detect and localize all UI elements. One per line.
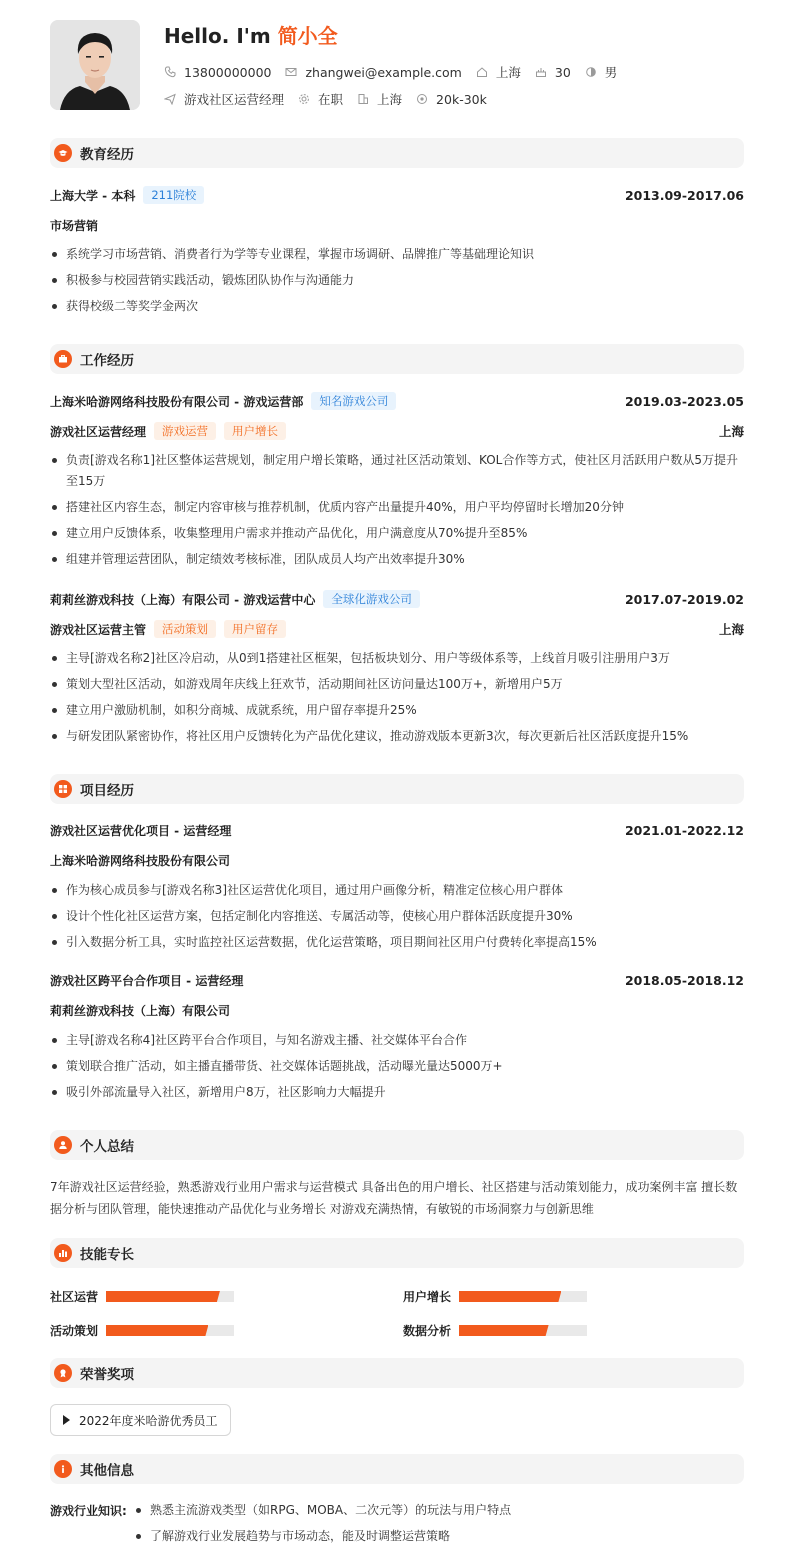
email-value: zhangwei@example.com [305, 64, 462, 80]
list-item: 熟悉主流游戏类型（如RPG、MOBA、二次元等）的玩法与用户特点 [134, 1500, 734, 1521]
contact-row [164, 63, 631, 81]
gender-item [585, 63, 618, 81]
section-awards [50, 1358, 744, 1388]
company-tag: 全球化游戏公司 [323, 590, 420, 608]
user-icon [54, 1136, 72, 1154]
skill-bar [459, 1325, 587, 1336]
list-item: 建立用户激励机制，如积分商城、成就系统，用户留存率提升25% [50, 700, 744, 721]
avatar [50, 20, 140, 110]
city-value: 上海 [495, 65, 521, 80]
job-role-row [50, 620, 744, 638]
skill-fill [459, 1325, 549, 1336]
skill-item [403, 1322, 587, 1339]
list-item: 设计个性化社区运营方案，包括定制化内容推送、专属活动等，使核心用户群体活跃度提升30% [50, 906, 744, 927]
company-name: 莉莉丝游戏科技（上海）有限公司 - 游戏运营中心 [50, 592, 316, 607]
home-icon [476, 66, 488, 78]
status-value: 在职 [318, 92, 344, 107]
list-item: 作为核心成员参与[游戏名称3]社区运营优化项目，通过用户画像分析，精准定位核心用户群体 [50, 880, 744, 901]
job-location: 上海 [718, 424, 744, 439]
list-item: 建立用户反馈体系，收集整理用户需求并推动产品优化，用户满意度从70%提升至85% [50, 523, 744, 544]
list-item: 获得校级二等奖学金两次 [50, 296, 744, 317]
project-period: 2018.05-2018.12 [624, 973, 744, 988]
briefcase-icon [54, 350, 72, 368]
company-tag: 知名游戏公司 [311, 392, 396, 410]
section-projects [50, 774, 744, 804]
salary-item [416, 92, 487, 107]
section-title: 荣誉奖项 [80, 1367, 134, 1383]
award-label: 2022年度米哈游优秀员工 [79, 1413, 218, 1428]
job-bullets [50, 450, 744, 575]
role-tag: 活动策划 [154, 620, 216, 638]
list-item: 系统学习市场营销、消费者行为学等专业课程，掌握市场调研、品牌推广等基础理论知识 [50, 244, 744, 265]
job-location: 上海 [718, 622, 744, 637]
list-item: 策划大型社区活动，如游戏周年庆线上狂欢节，活动期间社区访问量达100万+，新增用户5万 [50, 674, 744, 695]
role-tag: 用户留存 [224, 620, 286, 638]
section-work [50, 344, 744, 374]
gender-value: 男 [604, 65, 618, 80]
list-item: 搭建社区内容生态，制定内容审核与推荐机制，优质内容产出量提升40%，用户平均停留时长增加20分钟 [50, 497, 744, 518]
section-title: 项目经历 [80, 783, 134, 799]
greeting-title [164, 20, 338, 49]
school-name: 上海大学 - 本科 [50, 188, 136, 203]
skill-item [50, 1322, 234, 1339]
other-list [134, 1500, 734, 1552]
project-company: 上海米哈游网络科技股份有限公司 [50, 854, 231, 868]
education-major: 市场营销 [50, 219, 99, 233]
project-name: 游戏社区运营优化项目 - 运营经理 [50, 824, 232, 838]
job-period: 2017.07-2019.02 [624, 591, 744, 607]
project-header [50, 822, 744, 839]
section-other [50, 1454, 744, 1484]
list-item: 引入数据分析工具，实时监控社区运营数据，优化运营策略，项目期间社区用户付费转化率提高15% [50, 932, 744, 953]
list-item: 了解游戏行业发展趋势与市场动态，能及时调整运营策略 [134, 1526, 734, 1547]
list-item: 积极参与校园营销实践活动，锻炼团队协作与沟通能力 [50, 270, 744, 291]
school-tag: 211院校 [143, 186, 204, 204]
section-summary [50, 1130, 744, 1160]
info-icon [54, 1460, 72, 1478]
project-period: 2021.01-2022.12 [624, 823, 744, 838]
resume-header [50, 0, 744, 124]
award-item[interactable] [50, 1404, 231, 1436]
resume-page [50, 0, 744, 1543]
skill-fill [459, 1291, 561, 1302]
project-bullets [50, 1030, 744, 1108]
salary-value: 20k-30k [436, 91, 487, 107]
candidate-name: 简小全 [277, 24, 338, 48]
summary-text: 7年游戏社区运营经验，熟悉游戏行业用户需求与运营模式 具备出色的用户增长、社区搭建与活动策划能力，成功案例丰富 擅长数据分析与团队管理，能快速推动产品优化与业务增长 对游戏充满热情，有敏锐的市场洞察力与创新思维 [50, 1180, 738, 1216]
age-item [535, 65, 571, 80]
job-role: 游戏社区运营主管 [50, 622, 147, 637]
job-role-row [50, 422, 744, 440]
list-item: 吸引外部流量导入社区，新增用户8万，社区影响力大幅提升 [50, 1082, 744, 1103]
phone-value: 13800000000 [184, 64, 272, 80]
medal-icon [54, 1364, 72, 1382]
avatar-portrait [50, 20, 140, 110]
job-period: 2019.03-2023.05 [624, 393, 744, 409]
list-item: 主导[游戏名称2]社区冷启动，从0到1搭建社区框架，包括板块划分、用户等级体系等，上线首月吸引注册用户3万 [50, 648, 744, 669]
skill-item [50, 1288, 234, 1305]
company-name: 上海米哈游网络科技股份有限公司 - 游戏运营部 [50, 394, 304, 409]
education-header [50, 186, 744, 204]
send-icon [164, 93, 176, 105]
project-header [50, 972, 744, 989]
skill-bar [459, 1291, 587, 1302]
bar-chart-icon [54, 1244, 72, 1262]
mail-icon [285, 66, 297, 78]
position-value: 游戏社区运营经理 [184, 92, 285, 107]
skill-fill [106, 1291, 220, 1302]
gear-icon [298, 93, 310, 105]
job-role: 游戏社区运营经理 [50, 424, 147, 439]
section-title: 个人总结 [80, 1139, 134, 1155]
skill-name: 数据分析 [403, 1324, 452, 1338]
education-bullets [50, 244, 744, 322]
section-education [50, 138, 744, 168]
skill-fill [106, 1325, 208, 1336]
section-title: 工作经历 [80, 353, 134, 369]
role-tag: 用户增长 [224, 422, 286, 440]
coin-icon [416, 93, 428, 105]
list-item: 与研发团队紧密协作，将社区用户反馈转化为产品优化建议，推动游戏版本更新3次，每次更新后社区活跃度提升15% [50, 726, 744, 747]
graduation-cap-icon [54, 144, 72, 162]
greeting-text: Hello. I'm [164, 24, 278, 48]
cake-icon [535, 66, 547, 78]
role-tag: 游戏运营 [154, 422, 216, 440]
play-icon [63, 1415, 70, 1425]
education-period: 2013.09-2017.06 [624, 187, 744, 203]
section-title: 教育经历 [80, 147, 134, 163]
job-intent-row [164, 90, 501, 108]
grid-icon [54, 780, 72, 798]
city-item [476, 63, 521, 81]
email-item [285, 65, 461, 80]
section-title: 其他信息 [80, 1463, 134, 1479]
job-header [50, 590, 744, 608]
section-skills [50, 1238, 744, 1268]
skill-item [403, 1288, 587, 1305]
job-header [50, 392, 744, 410]
status-item [298, 90, 343, 108]
job-bullets [50, 648, 744, 752]
other-label: 游戏行业知识: [50, 1504, 127, 1518]
list-item: 组建并管理运营团队，制定绩效考核标准，团队成员人均产出效率提升30% [50, 549, 744, 570]
building-icon [357, 93, 369, 105]
list-item: 主导[游戏名称4]社区跨平台合作项目，与知名游戏主播、社交媒体平台合作 [50, 1030, 744, 1051]
position-item [164, 90, 284, 108]
skill-bar [106, 1325, 234, 1336]
section-title: 技能专长 [80, 1247, 134, 1263]
work-city-item [357, 90, 402, 108]
project-name: 游戏社区跨平台合作项目 - 运营经理 [50, 974, 244, 988]
list-item: 负责[游戏名称1]社区整体运营规划，制定用户增长策略，通过社区活动策划、KOL合作等方式，使社区月活跃用户数从5万提升至15万 [50, 450, 744, 492]
phone-icon [164, 66, 176, 78]
project-company: 莉莉丝游戏科技（上海）有限公司 [50, 1004, 231, 1018]
gender-icon [585, 66, 597, 78]
phone-item [164, 65, 271, 80]
project-bullets [50, 880, 744, 958]
skill-bar [106, 1291, 234, 1302]
skill-name: 社区运营 [50, 1290, 99, 1304]
skill-name: 活动策划 [50, 1324, 99, 1338]
list-item: 策划联合推广活动，如主播直播带货、社交媒体话题挑战，活动曝光量达5000万+ [50, 1056, 744, 1077]
work-city-value: 上海 [377, 92, 403, 107]
skill-name: 用户增长 [403, 1290, 452, 1304]
age-value: 30 [554, 64, 571, 80]
